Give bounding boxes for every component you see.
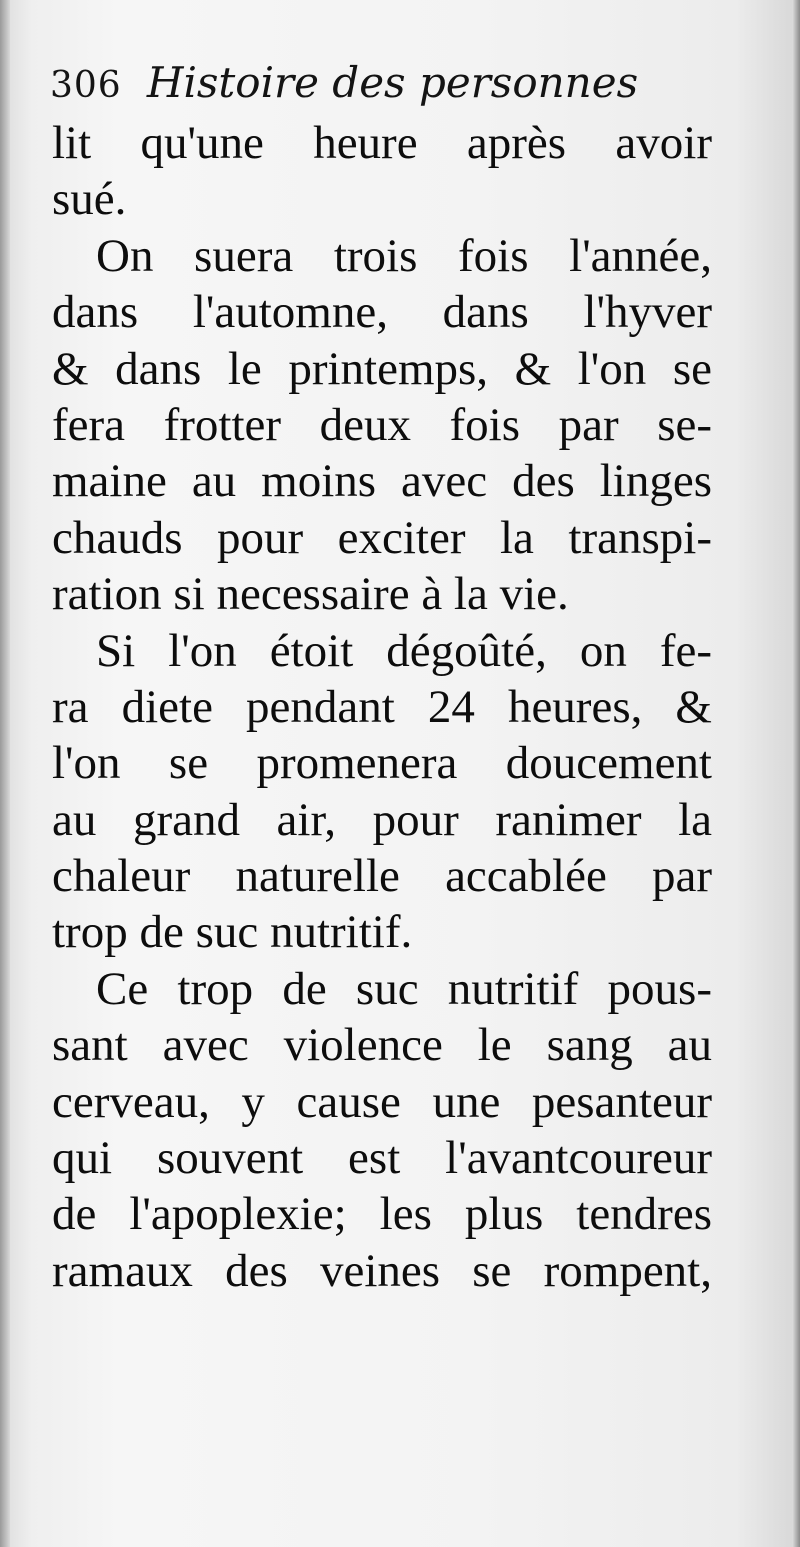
- text-line: cerveau, y cause une pesanteur: [52, 1075, 712, 1128]
- text-line: & dans le printemps, & l'on se: [52, 342, 712, 395]
- text-line: maine au moins avec des linges: [52, 455, 712, 508]
- text-line: dans l'automne, dans l'hyver: [52, 286, 712, 339]
- text-line: chauds pour exciter la transpi-: [52, 511, 712, 564]
- page-edge-left: [0, 0, 10, 1547]
- text-line: sué.: [52, 173, 127, 226]
- text-line: sant avec violence le sang au: [52, 1019, 712, 1072]
- text-line: ration si necessaire à la vie.: [52, 568, 569, 621]
- text-line: l'on se promenera doucement: [52, 737, 712, 790]
- page-number: 306: [50, 65, 122, 106]
- paragraph-start-line: Si l'on étoit dégoûté, on fe-: [96, 624, 712, 677]
- running-head: Histoire des personnes: [146, 58, 639, 107]
- text-line: au grand air, pour ranimer la: [52, 793, 712, 846]
- paragraph-start-line: On suera trois fois l'année,: [96, 229, 712, 282]
- text-line: chaleur naturelle accablée par: [52, 850, 712, 903]
- page-edge-right: [792, 0, 800, 1547]
- text-line: trop de suc nutritif.: [52, 906, 413, 959]
- text-line: fera frotter deux fois par se-: [52, 398, 712, 451]
- text-line: lit qu'une heure après avoir: [52, 117, 712, 169]
- body-text: [52, 115, 712, 1299]
- text-line: ra diete pendant 24 heures, &: [52, 680, 712, 733]
- paragraph-start-line: Ce trop de suc nutritif pous-: [96, 962, 712, 1015]
- text-line: qui souvent est l'avantcoureur: [52, 1132, 712, 1185]
- page-header: [50, 58, 638, 110]
- text-line: ramaux des veines se rompent,: [52, 1244, 712, 1297]
- text-line: de l'apoplexie; les plus tendres: [52, 1188, 712, 1241]
